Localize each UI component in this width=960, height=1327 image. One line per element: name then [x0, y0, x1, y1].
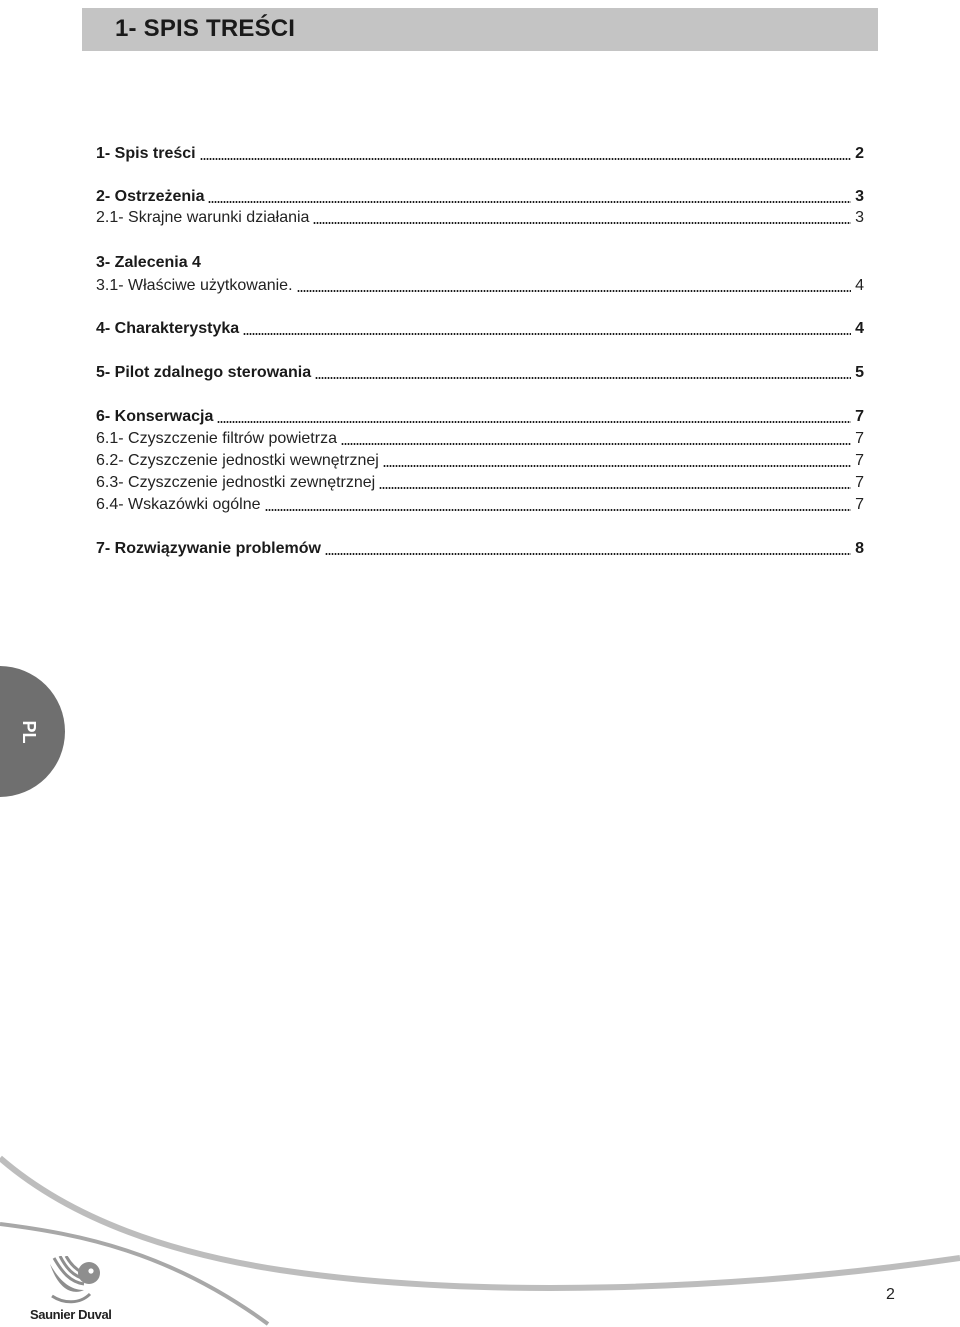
toc-entry-label: 3- Zalecenia 4 [96, 254, 201, 271]
toc-entry-page: 7 [855, 452, 864, 469]
toc-entry-page: 8 [855, 540, 864, 557]
toc-entry-page: 2 [855, 145, 864, 162]
brand-name: Saunier Duval [30, 1307, 112, 1322]
toc-entry[interactable] [96, 276, 864, 296]
toc-entry[interactable] [96, 208, 864, 228]
toc-entry-page: 7 [855, 474, 864, 491]
toc-entry[interactable] [96, 429, 864, 449]
toc-entry-page: 5 [855, 364, 864, 381]
page-number: 2 [886, 1286, 895, 1303]
toc-entry-page: 3 [855, 209, 864, 226]
dot-leader [383, 465, 851, 467]
decorative-swoosh [0, 1140, 960, 1327]
toc-entry[interactable] [96, 363, 864, 383]
toc-entry-label: 4- Charakterystyka [96, 320, 240, 337]
toc-entry-label: 6.1- Czyszczenie filtrów powietrza [96, 430, 337, 447]
dot-leader [315, 377, 851, 379]
toc-entry-label: 6.4- Wskazówki ogólne [96, 496, 261, 513]
toc-entry-label: 7- Rozwiązywanie problemów [96, 540, 321, 557]
toc-entry-page: 7 [855, 496, 864, 513]
dot-leader [265, 509, 852, 511]
toc-entry-page: 4 [855, 320, 864, 337]
toc-entry-label: 3.1- Właściwe użytkowanie. [96, 277, 293, 294]
language-tab-label: PL [19, 720, 39, 744]
dot-leader [217, 421, 851, 423]
toc-entry[interactable] [96, 187, 864, 207]
dot-leader [313, 222, 851, 224]
saunier-duval-bird-icon [46, 1256, 104, 1306]
toc-entry[interactable] [96, 495, 864, 515]
brand-logo [30, 1256, 126, 1322]
toc-entry[interactable] [96, 539, 864, 559]
toc-entry-page: 3 [855, 188, 864, 205]
dot-leader [208, 201, 851, 203]
toc-entry-label: 2.1- Skrajne warunki działania [96, 209, 310, 226]
dot-leader [297, 290, 852, 292]
toc-entry-label: 6- Konserwacja [96, 408, 214, 425]
toc-entry[interactable] [96, 319, 864, 339]
toc-entry-page: 7 [855, 408, 864, 425]
toc-entry-label: 1- Spis treści [96, 145, 196, 162]
toc-entry[interactable] [96, 407, 864, 427]
toc-entry[interactable] [96, 473, 864, 493]
toc-entry[interactable] [96, 144, 864, 164]
dot-leader [341, 443, 851, 445]
toc-entry-page: 7 [855, 430, 864, 447]
dot-leader [243, 333, 851, 335]
toc-entry-label: 5- Pilot zdalnego sterowania [96, 364, 312, 381]
toc-entry-label: 6.3- Czyszczenie jednostki zewnętrznej [96, 474, 376, 491]
dot-leader [379, 487, 851, 489]
section-header-bar [82, 8, 878, 51]
toc-entry-label: 2- Ostrzeżenia [96, 188, 205, 205]
page-title: 1- SPIS TREŚCI [115, 15, 296, 42]
toc-entry[interactable] [96, 253, 864, 273]
toc-entry-page: 4 [855, 277, 864, 294]
dot-leader [325, 553, 851, 555]
toc-entry[interactable] [96, 451, 864, 471]
dot-leader [200, 158, 851, 160]
toc-entry-label: 6.2- Czyszczenie jednostki wewnętrznej [96, 452, 379, 469]
